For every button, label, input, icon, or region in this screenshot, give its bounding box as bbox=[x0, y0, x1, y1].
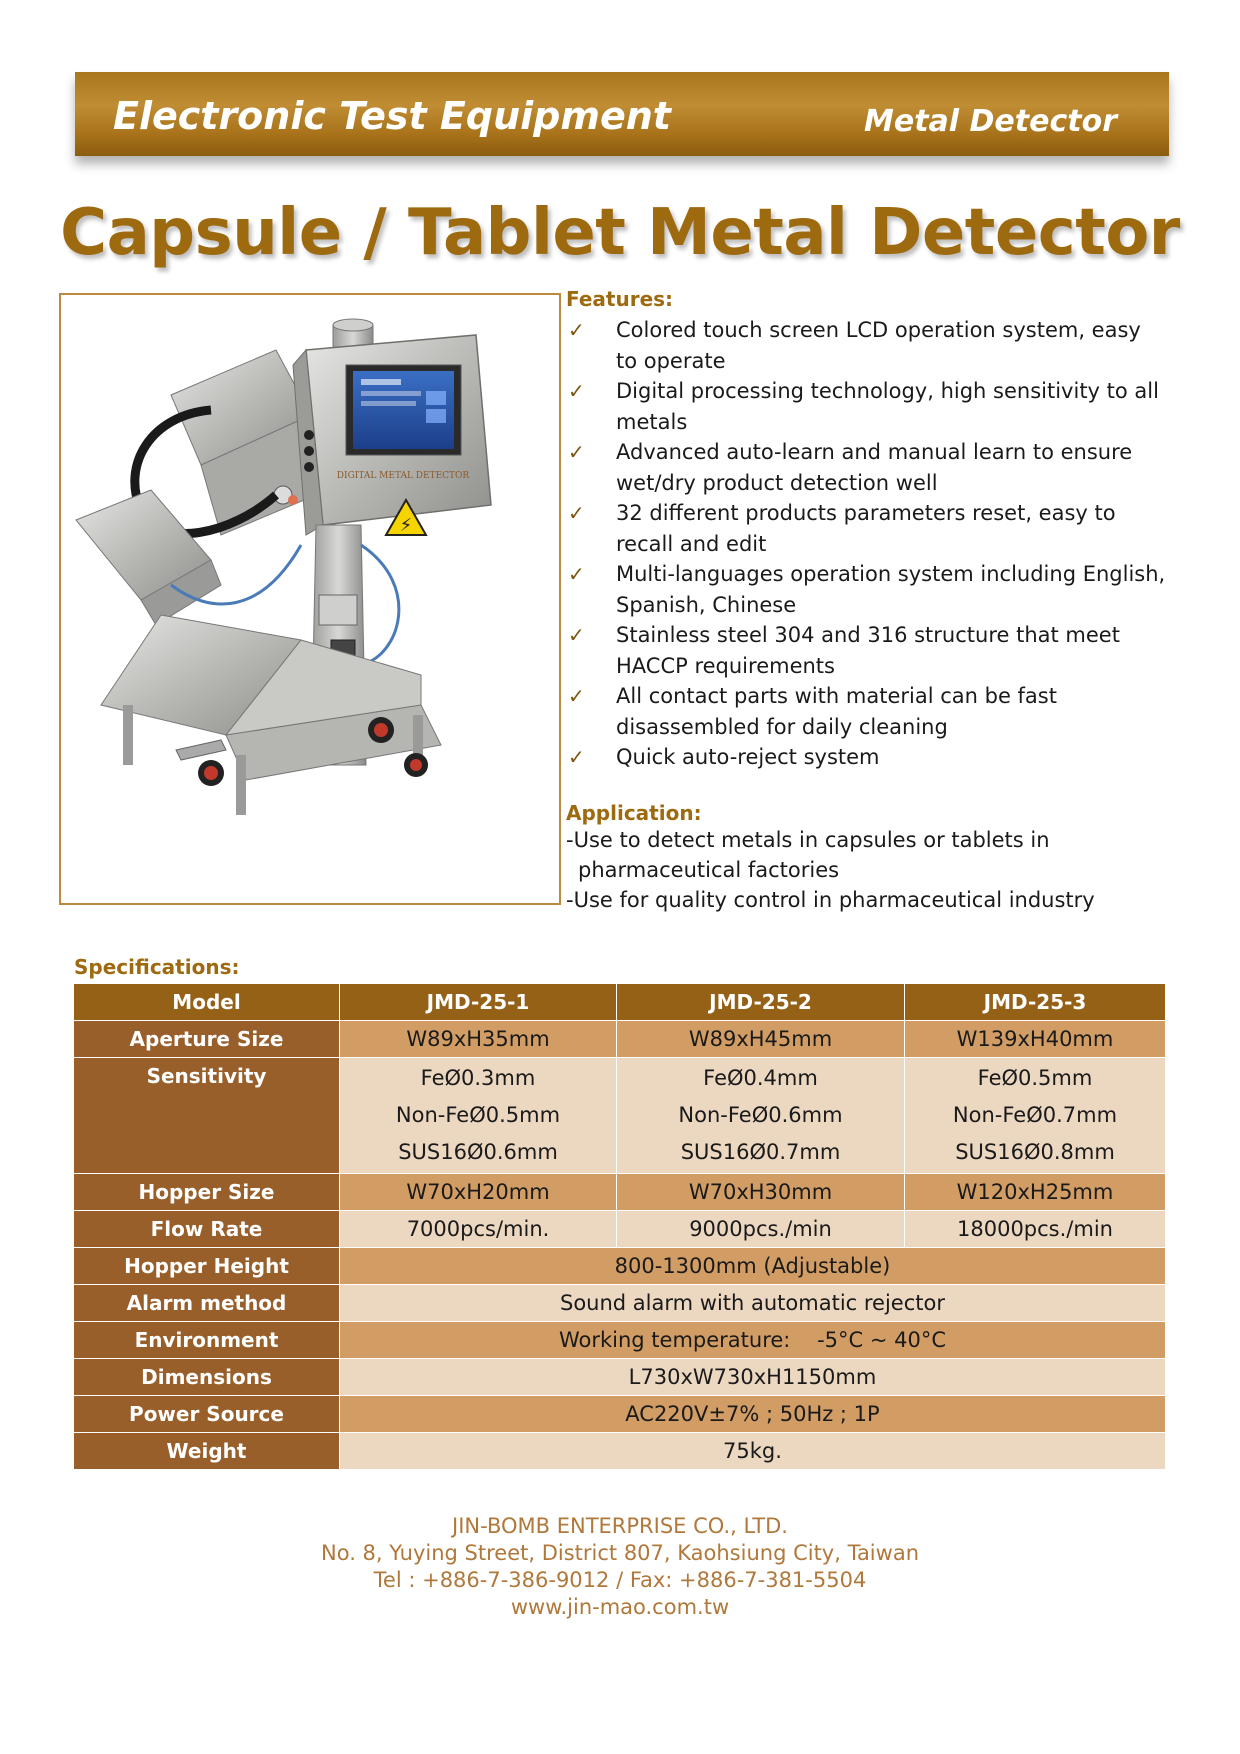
row-label: Hopper Size bbox=[74, 1174, 340, 1211]
table-cell: Sound alarm with automatic rejector bbox=[340, 1285, 1166, 1322]
table-row bbox=[74, 1248, 1166, 1285]
row-label: Weight bbox=[74, 1433, 340, 1470]
features-heading: Features: bbox=[566, 287, 674, 311]
row-label: Environment bbox=[74, 1322, 340, 1359]
table-cell: AC220V±7% ; 50Hz ; 1P bbox=[340, 1396, 1166, 1433]
table-cell: 75kg. bbox=[340, 1433, 1166, 1470]
table-row bbox=[74, 1285, 1166, 1322]
feature-item bbox=[566, 315, 1166, 376]
table-row bbox=[74, 1433, 1166, 1470]
checkmark-icon: ✓ bbox=[568, 501, 585, 525]
features-section bbox=[566, 287, 1166, 773]
feature-item bbox=[566, 620, 1166, 681]
column-header: Model bbox=[74, 984, 340, 1021]
table-cell bbox=[905, 1058, 1166, 1174]
table-header-row bbox=[74, 984, 1166, 1021]
banner-category: Electronic Test Equipment bbox=[113, 94, 671, 138]
table-cell: W70xH30mm bbox=[617, 1174, 905, 1211]
row-label: Alarm method bbox=[74, 1285, 340, 1322]
table-cell: Working temperature: -5°C ~ 40°C bbox=[340, 1322, 1166, 1359]
table-cell: 7000pcs/min. bbox=[340, 1211, 617, 1248]
application-section bbox=[566, 801, 1186, 915]
row-label: Dimensions bbox=[74, 1359, 340, 1396]
feature-text: Stainless steel 304 and 316 structure that meet HACCP requirements bbox=[616, 623, 1120, 678]
table-cell: L730xW730xH1150mm bbox=[340, 1359, 1166, 1396]
header-banner bbox=[75, 72, 1169, 156]
screen-label: DIGITAL METAL DETECTOR bbox=[336, 471, 470, 481]
company-address: No. 8, Yuying Street, District 807, Kaohsiung City, Taiwan bbox=[321, 1541, 919, 1565]
cell-line: FeØ0.4mm bbox=[703, 1066, 818, 1090]
feature-text: All contact parts with material can be fast disassembled for daily cleaning bbox=[616, 684, 1057, 739]
specifications-table bbox=[73, 983, 1166, 1470]
table-cell: W89xH35mm bbox=[340, 1021, 617, 1058]
company-phone: Tel : +886-7-386-9012 / Fax: +886-7-381-5504 bbox=[373, 1568, 867, 1592]
svg-text:⚡: ⚡ bbox=[399, 515, 413, 536]
specifications-heading: Specifications: bbox=[74, 955, 240, 979]
banner-product-type: Metal Detector bbox=[864, 104, 1117, 139]
cell-line: Non-FeØ0.6mm bbox=[678, 1103, 843, 1127]
checkmark-icon: ✓ bbox=[568, 318, 585, 342]
row-label: Aperture Size bbox=[74, 1021, 340, 1058]
checkmark-icon: ✓ bbox=[568, 562, 585, 586]
cell-line: SUS16Ø0.6mm bbox=[398, 1140, 558, 1164]
table-cell: 18000pcs./min bbox=[905, 1211, 1166, 1248]
cell-line: Non-FeØ0.7mm bbox=[952, 1103, 1118, 1127]
checkmark-icon: ✓ bbox=[568, 440, 585, 464]
application-line: -Use for quality control in pharmaceutical industry bbox=[566, 888, 1095, 912]
column-header: JMD-25-1 bbox=[340, 984, 617, 1021]
table-row bbox=[74, 1322, 1166, 1359]
table-row bbox=[74, 1058, 1166, 1174]
application-line: pharmaceutical factories bbox=[578, 858, 840, 882]
page-title: Capsule / Tablet Metal Detector bbox=[60, 196, 1180, 270]
cell-line: SUS16Ø0.7mm bbox=[680, 1140, 841, 1164]
row-label: Power Source bbox=[74, 1396, 340, 1433]
table-row bbox=[74, 1211, 1166, 1248]
feature-item bbox=[566, 742, 1166, 773]
application-line: -Use to detect metals in capsules or tablets in bbox=[566, 828, 1050, 852]
metal-detector-illustration bbox=[61, 295, 559, 903]
column-header: JMD-25-2 bbox=[617, 984, 905, 1021]
company-website[interactable]: www.jin-mao.com.tw bbox=[510, 1595, 730, 1619]
feature-text: Colored touch screen LCD operation system, easy to operate bbox=[616, 318, 1141, 373]
company-name: JIN-BOMB ENTERPRISE CO., LTD. bbox=[452, 1514, 788, 1538]
feature-text: Advanced auto-learn and manual learn to ensure wet/dry product detection well bbox=[616, 440, 1133, 495]
table-cell bbox=[340, 1058, 617, 1174]
product-photo bbox=[59, 293, 561, 905]
feature-item bbox=[566, 437, 1166, 498]
table-row bbox=[74, 1021, 1166, 1058]
cell-line: FeØ0.3mm bbox=[420, 1066, 536, 1090]
feature-item bbox=[566, 681, 1166, 742]
column-header: JMD-25-3 bbox=[905, 984, 1166, 1021]
cell-line: Non-FeØ0.5mm bbox=[395, 1103, 561, 1127]
application-heading: Application: bbox=[566, 801, 702, 825]
table-row bbox=[74, 1174, 1166, 1211]
table-cell bbox=[617, 1058, 905, 1174]
features-list bbox=[566, 315, 1166, 773]
cell-line: FeØ0.5mm bbox=[977, 1066, 1093, 1090]
table-cell: W120xH25mm bbox=[905, 1174, 1166, 1211]
row-label: Sensitivity bbox=[74, 1058, 340, 1174]
table-cell: W70xH20mm bbox=[340, 1174, 617, 1211]
feature-item bbox=[566, 498, 1166, 559]
table-row bbox=[74, 1396, 1166, 1433]
table-cell: 9000pcs./min bbox=[617, 1211, 905, 1248]
checkmark-icon: ✓ bbox=[568, 623, 585, 647]
checkmark-icon: ✓ bbox=[568, 379, 585, 403]
table-row bbox=[74, 1359, 1166, 1396]
company-footer bbox=[0, 1513, 1240, 1621]
table-cell: 800-1300mm (Adjustable) bbox=[340, 1248, 1166, 1285]
checkmark-icon: ✓ bbox=[568, 745, 585, 769]
feature-text: 32 different products parameters reset, easy to recall and edit bbox=[616, 501, 1116, 556]
table-cell: W139xH40mm bbox=[905, 1021, 1166, 1058]
feature-item bbox=[566, 376, 1166, 437]
table-cell: W89xH45mm bbox=[617, 1021, 905, 1058]
row-label: Hopper Height bbox=[74, 1248, 340, 1285]
feature-item bbox=[566, 559, 1166, 620]
feature-text: Quick auto-reject system bbox=[616, 745, 880, 769]
cell-line: SUS16Ø0.8mm bbox=[955, 1140, 1115, 1164]
feature-text: Digital processing technology, high sensitivity to all metals bbox=[616, 379, 1159, 434]
feature-text: Multi-languages operation system including English, Spanish, Chinese bbox=[616, 562, 1166, 617]
row-label: Flow Rate bbox=[74, 1211, 340, 1248]
checkmark-icon: ✓ bbox=[568, 684, 585, 708]
